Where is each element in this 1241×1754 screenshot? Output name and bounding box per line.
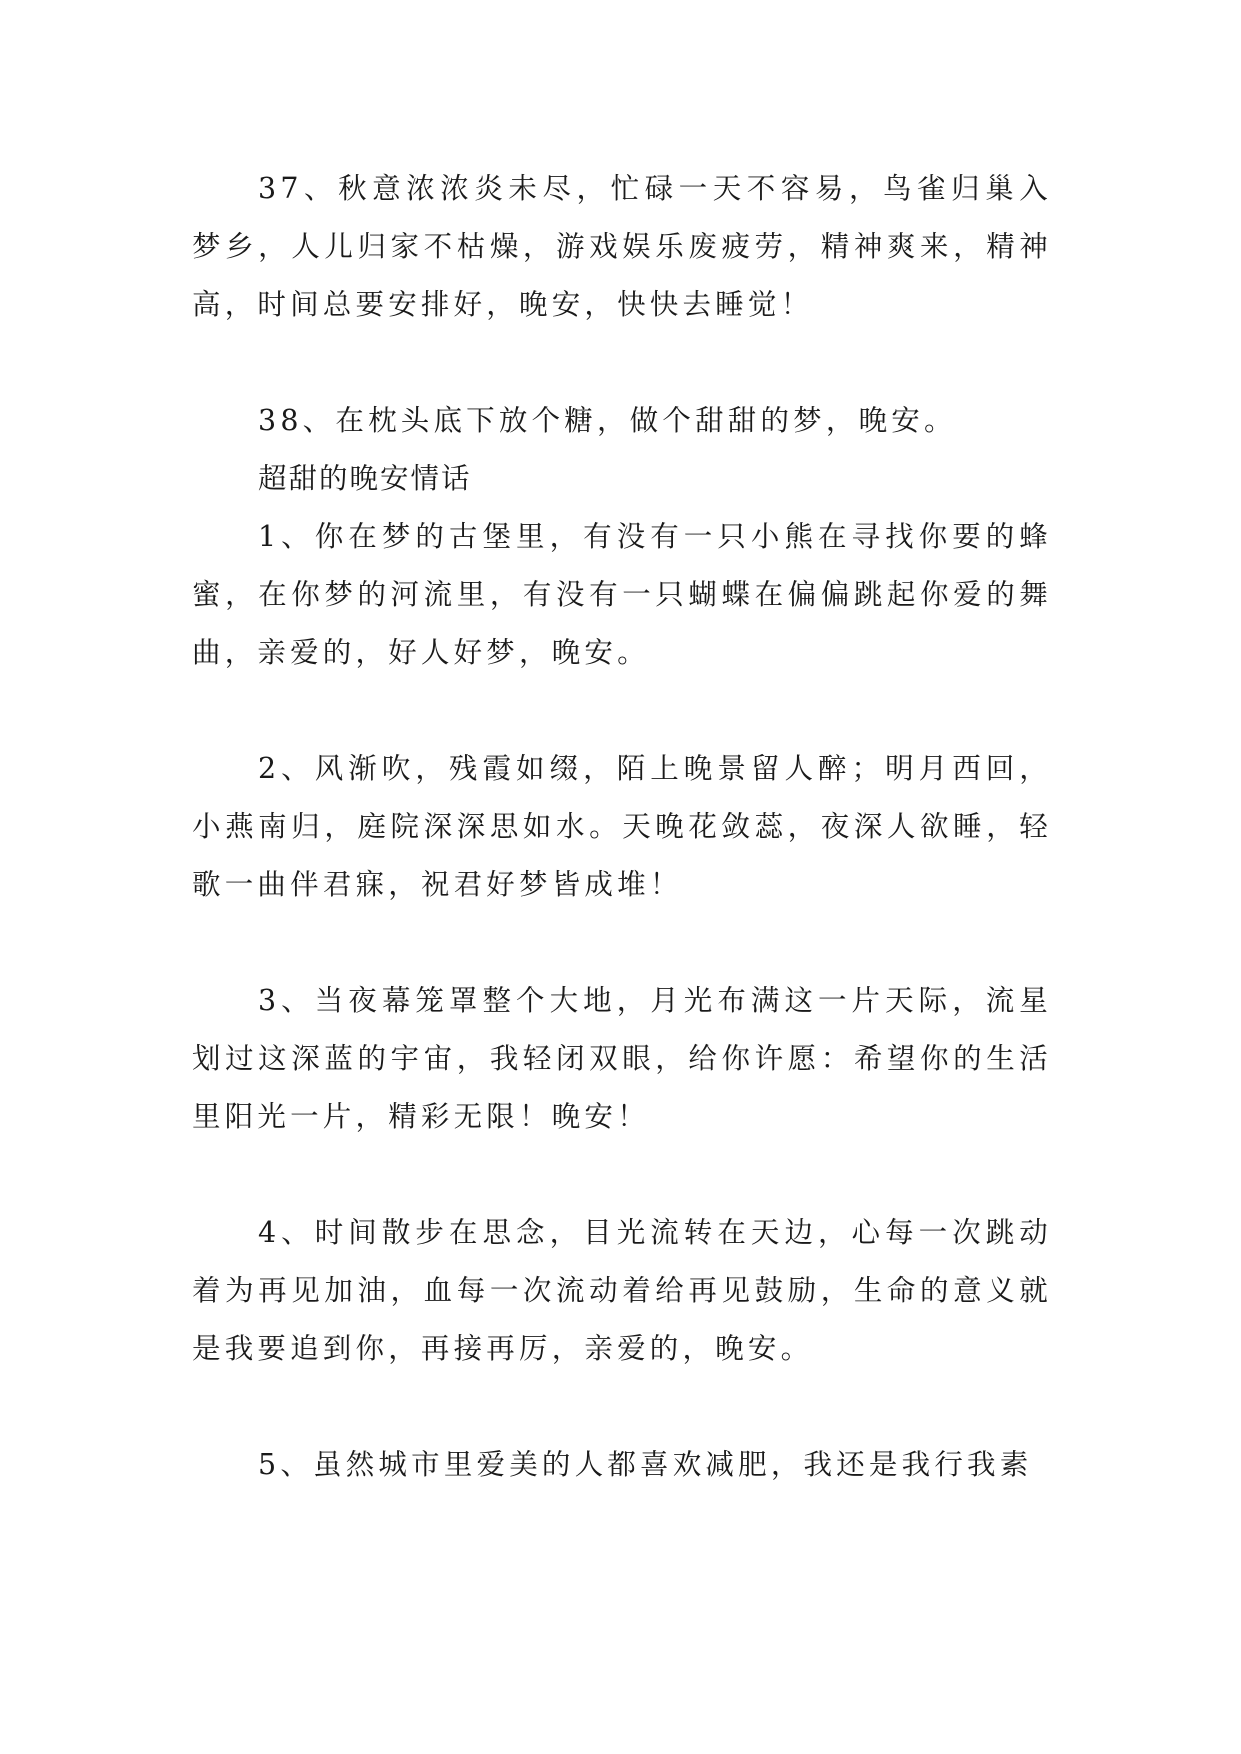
paragraph-38: 38、在枕头底下放个糖，做个甜甜的梦，晚安。	[258, 404, 957, 437]
section-heading: 超甜的晚安情话	[258, 462, 472, 495]
paragraph-5: 5、虽然城市里爱美的人都喜欢减肥，我还是我行我素	[258, 1448, 1033, 1481]
paragraph-4: 4、时间散步在思念，目光流转在天边，心每一次跳动着为再见加油，血每一次流动着给再见鼓励，生命的意义就是我要追到你，再接再厉，亲爱的，晚安。	[192, 1216, 1052, 1365]
paragraph-2: 2、风渐吹，残霞如缀，陌上晚景留人醉；明月西回，小燕南归，庭院深深思如水。天晚花敛蕊，夜深人欲睡，轻歌一曲伴君寐，祝君好梦皆成堆！	[192, 752, 1052, 901]
paragraph-3: 3、当夜幕笼罩整个大地，月光布满这一片天际，流星划过这深蓝的宇宙，我轻闭双眼，给你许愿：希望你的生活里阳光一片，精彩无限！晚安！	[192, 984, 1052, 1133]
document-page	[192, 160, 1052, 1494]
paragraph-37: 37、秋意浓浓炎未尽，忙碌一天不容易，鸟雀归巢入梦乡，人儿归家不枯燥，游戏娱乐废疲劳，精神爽来，精神高，时间总要安排好，晚安，快快去睡觉！	[192, 172, 1052, 321]
paragraph-1: 1、你在梦的古堡里，有没有一只小熊在寻找你要的蜂蜜，在你梦的河流里，有没有一只蝴蝶在偏偏跳起你爱的舞曲，亲爱的，好人好梦，晚安。	[192, 520, 1052, 669]
